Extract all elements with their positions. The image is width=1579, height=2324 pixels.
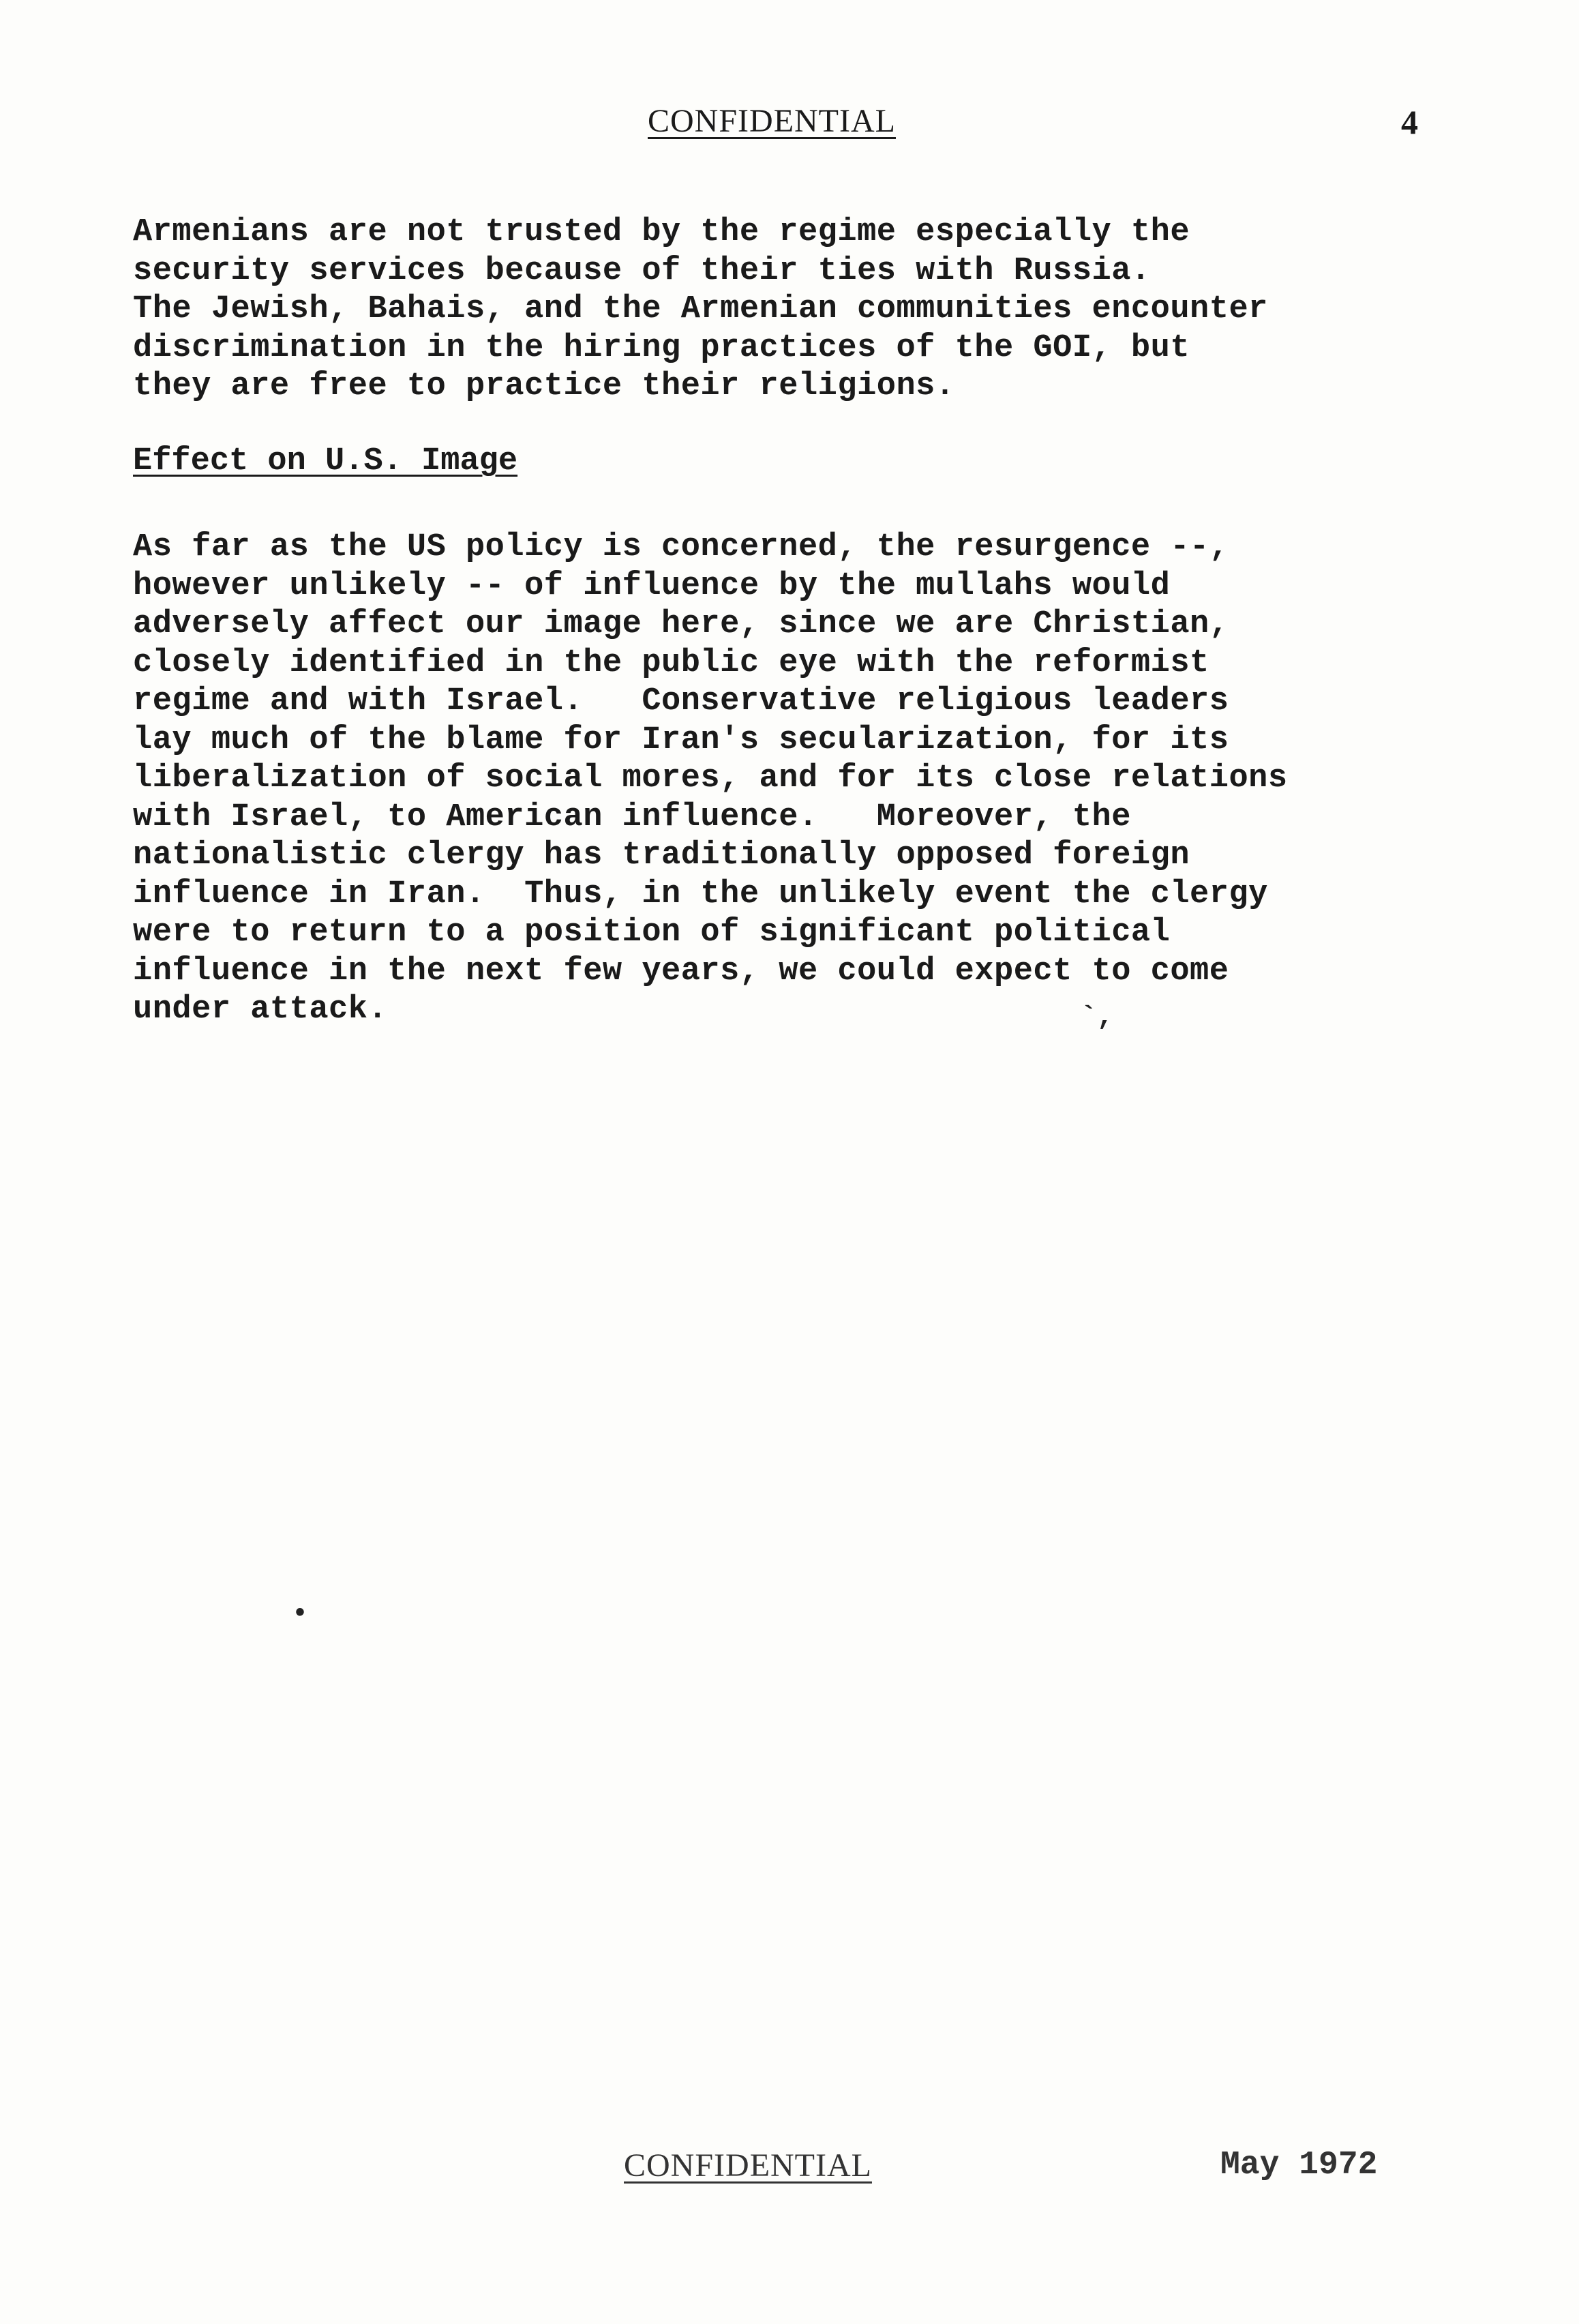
footer-classification: CONFIDENTIAL bbox=[624, 2147, 872, 2184]
paragraph-line: security services because of their ties with Russia. bbox=[133, 252, 1151, 289]
stray-ink-dot: • bbox=[292, 1599, 309, 1630]
paragraph-line: adversely affect our image here, since we are Christian, bbox=[133, 606, 1229, 642]
paragraph-line: Armenians are not trusted by the regime especially the bbox=[133, 214, 1190, 250]
paragraph-line: were to return to a position of significant political bbox=[133, 914, 1171, 951]
paragraph-line: nationalistic clergy has traditionally opposed foreign bbox=[133, 837, 1190, 874]
paragraph-line: discrimination in the hiring practices of the GOI, but bbox=[133, 329, 1190, 366]
paragraph-line: with Israel, to American influence. Moreover, the bbox=[133, 799, 1131, 835]
paragraph-line: influence in the next few years, we could expect to come bbox=[133, 953, 1229, 989]
paragraph-line: The Jewish, Bahais, and the Armenian communities encounter bbox=[133, 291, 1268, 327]
paragraph-line: liberalization of social mores, and for its close relations bbox=[133, 760, 1288, 796]
stray-ink-mark: `, bbox=[1081, 1002, 1114, 1033]
footer-date: May 1972 bbox=[1220, 2147, 1378, 2184]
header-classification: CONFIDENTIAL bbox=[648, 103, 896, 139]
paragraph-us-image bbox=[133, 528, 1537, 1030]
paragraph-line: they are free to practice their religions. bbox=[133, 368, 955, 404]
paragraph-line: As far as the US policy is concerned, the resurgence --, bbox=[133, 529, 1229, 565]
paragraph-line: closely identified in the public eye with the reformist bbox=[133, 644, 1209, 681]
section-heading: Effect on U.S. Image bbox=[133, 443, 518, 479]
paragraph-line: lay much of the blame for Iran's secularization, for its bbox=[133, 721, 1229, 758]
paragraph-line: influence in Iran. Thus, in the unlikely event the clergy bbox=[133, 876, 1268, 912]
paragraph-line: under attack. bbox=[133, 992, 388, 1028]
paragraph-religious-minorities bbox=[133, 213, 1537, 406]
page-number: 4 bbox=[1401, 103, 1418, 141]
paragraph-line: regime and with Israel. Conservative religious leaders bbox=[133, 683, 1229, 719]
paragraph-line: however unlikely -- of influence by the mullahs would bbox=[133, 567, 1171, 604]
